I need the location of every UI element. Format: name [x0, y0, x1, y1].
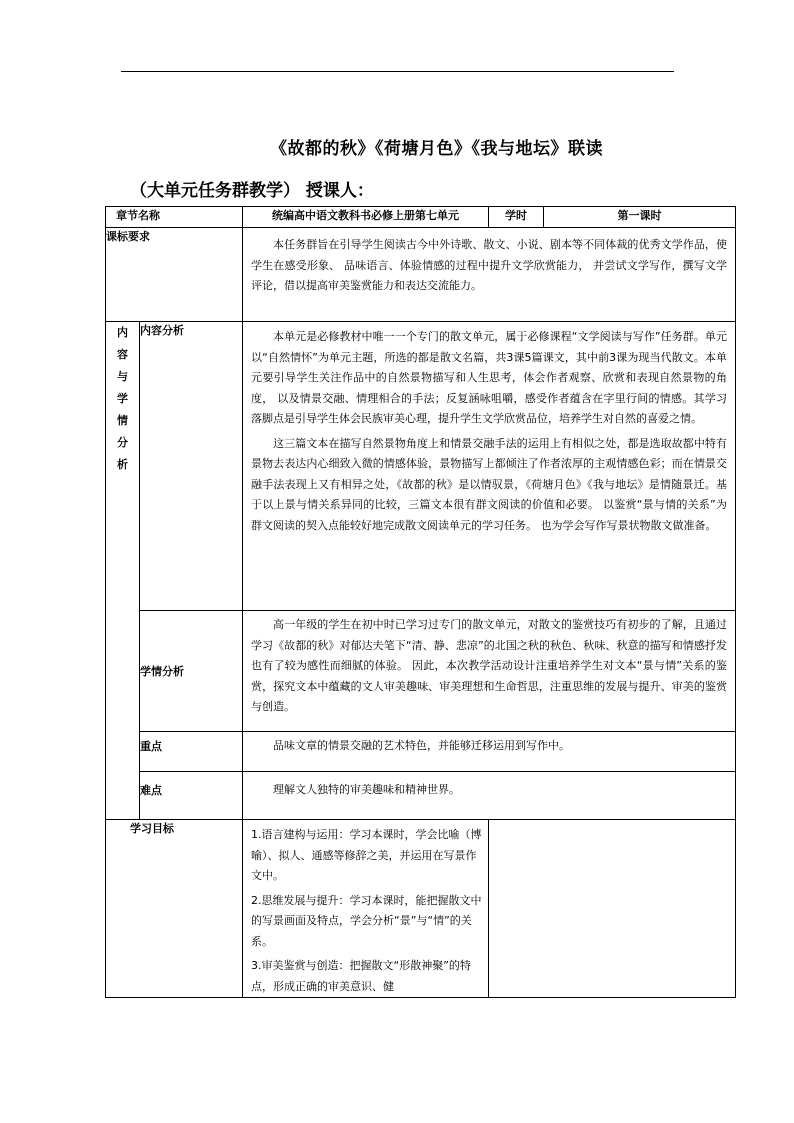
content-analysis-paragraph-2: 这三篇文本在描写自然景物角度上和情景交融手法的运用上有相似之处，都是选取故都中特有景物去表达内心细致入微的情感体验，景物描写上都倾注了作者浓厚的主观情感色彩；而在情景交融手法表现上又有相异之处，《故都的秋》是以情驭景，《荷塘月色》《我与地坛》是情随景迁。基于以上景与情关系异同的比较，三篇文本很有群文阅读的价值和必要。 以鉴赏“景与情的关系”为群文阅读的契入点能较好地完成散文阅读单元的学习任务。 也为学会写作写景状物散文做准备。 [251, 436, 727, 532]
table-row-content-analysis [106, 322, 736, 611]
difficulty-text: 理解文人独特的审美趣味和精神世界。 [273, 783, 460, 796]
objectives-label: 学习目标 [106, 820, 243, 998]
learner-analysis-text: 高一年级的学生在初中时已学习过专门的散文单元，对散文的鉴赏技巧有初步的了解，且通过学习《故都的秋》对郁达夫笔下“清、静、悲凉”的北国之秋的秋色、秋味、秋意的描写和情感抒发也有了较为感性而细腻的体验。 因此，本次教学活动设计注重培养学生对文本“景与情”关系的鉴赏，探究文本中蕴藏的文人审美趣味、审美理想和生命哲思，注重思维的发展与提升、审美的鉴赏与创造。 [251, 618, 727, 713]
group-char: 学 [117, 392, 128, 405]
chapter-value: 统编高中语文教科书必修上册第七单元 [243, 207, 489, 228]
content-analysis-label: 内容分析 [140, 322, 243, 611]
lesson-plan-table [105, 206, 736, 998]
group-char: 容 [117, 348, 128, 361]
objective-item: 2.思维发展与提升：学习本课时，能把握散文中的写景画面及特点，学会分析“景”与“情”的关系。 [251, 893, 482, 948]
difficulty-label: 难点 [140, 772, 243, 820]
objective-item: 1.语言建构与运用：学习本课时，学会比喻（博喻）、拟人、通感等修辞之美，并运用在写景作文中。 [251, 828, 482, 882]
objectives-empty-cell [489, 820, 736, 998]
page-title: 《故都的秋》《荷塘月色》《我与地坛》联读 [270, 139, 603, 159]
group-char: 析 [117, 458, 128, 471]
table-row-objectives [106, 820, 736, 998]
group-char: 分 [117, 436, 128, 449]
group-char: 情 [117, 414, 128, 427]
content-analysis-paragraph-1: 本单元是必修教材中唯一一个专门的散文单元，属于必修课程“文学阅读与写作”任务群。单元以“自然情怀”为单元主题，所选的都是散文名篇，共3课5篇课文，其中前3课为现当代散文。本单元要引导学生关注作品中的自然景物描写和人生思考，体会作者观察、欣赏和表现自然景物的角度， 以及情景交融、情理相合的手法；反复涵咏咀嚼，感受作者蕴含在字里行间的情感。其学习落脚点是引导学生体会民族审美心理，提升学生文学欣赏品位，培养学生对自然的喜爱之情。 [251, 330, 727, 425]
group-char: 内 [117, 326, 128, 339]
key-point-label: 重点 [140, 732, 243, 772]
table-row-chapter [106, 207, 736, 228]
group-char: 与 [117, 370, 128, 383]
content-analysis-cell [243, 322, 736, 611]
table-row-learner-analysis [106, 611, 736, 732]
curriculum-label: 课标要求 [106, 228, 243, 322]
curriculum-cell [243, 228, 736, 322]
analysis-group-label [106, 322, 140, 820]
objective-item: 3.审美鉴赏与创造：把握散文“形散神聚”的特点，形成正确的审美意识、健 [251, 959, 471, 993]
learner-analysis-cell [243, 611, 736, 732]
difficulty-cell [243, 772, 736, 820]
period-label: 学时 [489, 207, 544, 228]
period-value: 第一课时 [544, 207, 736, 228]
page-subtitle: （大单元任务群教学） 授课人： [130, 181, 374, 201]
learner-analysis-label: 学情分析 [140, 611, 243, 732]
table-row-key-point [106, 732, 736, 772]
chapter-label: 章节名称 [106, 207, 243, 228]
header-rule [121, 71, 674, 72]
key-point-text: 品味文章的情景交融的艺术特色，并能够迁移运用到写作中。 [273, 739, 570, 752]
table-row-difficulty [106, 772, 736, 820]
key-point-cell [243, 732, 736, 772]
curriculum-text: 本任务群旨在引导学生阅读古今中外诗歌、散文、小说、剧本等不同体裁的优秀文学作品，使学生在感受形象、 品味语言、体验情感的过程中提升文学欣赏能力， 并尝试文学写作，撰写文学评论，借以提高审美鉴赏能力和表达交流能力。 [251, 238, 727, 292]
table-row-curriculum [106, 228, 736, 322]
objectives-cell [243, 820, 489, 998]
